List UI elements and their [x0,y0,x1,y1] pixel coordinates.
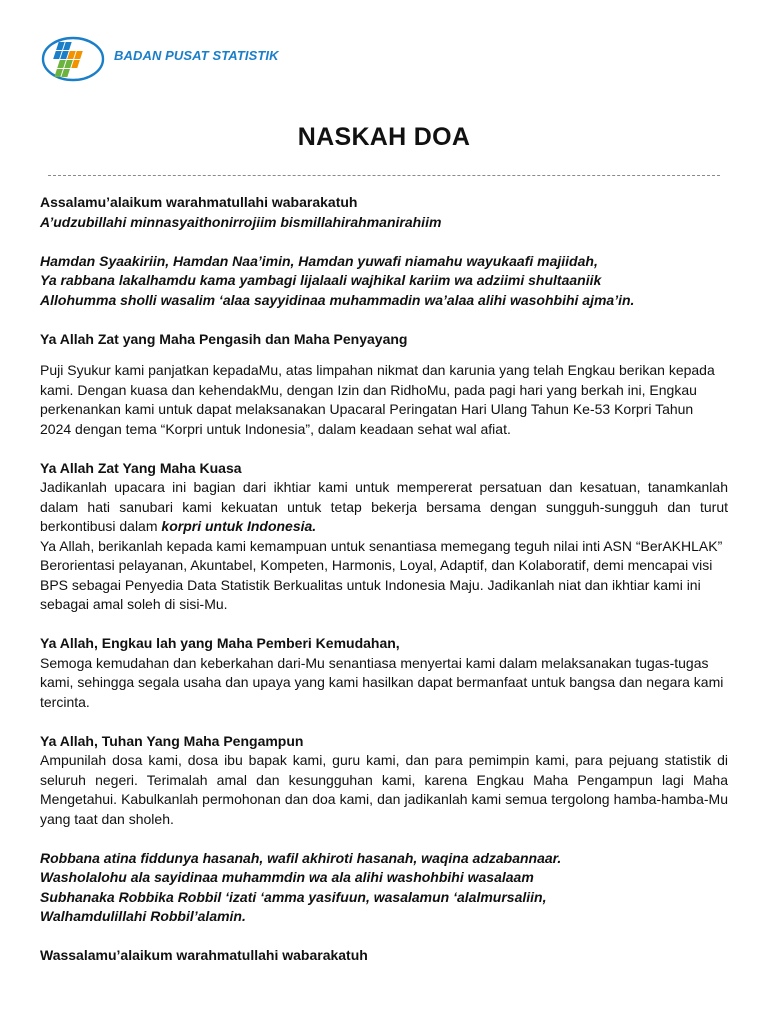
hamdalah-line: Hamdan Syaakiriin, Hamdan Naa’imin, Hamdan yuwafi niamahu wayukaafi majiidah, [40,252,598,269]
closing-prayer-line: Washolalohu ala sayidinaa muhammdin wa ala alihi washohbihi wasalaam [40,869,534,885]
section-text: Semoga kemudahan dan keberkahan dari-Mu senantiasa menyertai kami dalam melaksanakan tugas-tugas kami, sehingga segala usaha dan upaya yang kami hasilkan dapat bermanfaat untuk bangsa dan negara kami tercinta. [40,654,724,710]
divider [48,175,720,176]
section-text-part: Jadikanlah upacara ini bagian dari ikhtiar kami untuk mempererat persatuan dan kesatuan, tanamkanlah dalam hati sanubari kami kekuatan untuk tetap bekerja bersama dengan sungguh-sungguh dan turut berkontibusi dalam [40,479,728,534]
section-heading: Ya Allah Zat yang Maha Pengasih dan Maha Penyayang [40,330,408,347]
page-title: NASKAH DOA [297,123,471,151]
hamdalah-line: Allohumma sholli wasalim ‘alaa sayyidinaa muhammadin wa’alaa alihi wasohbihi ajma’in. [40,291,635,308]
section-text [40,478,728,537]
document-body [40,193,728,966]
closing-prayer-line: Subhanaka Robbika Robbil ‘izati ‘amma yasifuun, wasalamun ‘alalmursaliin, [40,888,547,905]
section-text: Ya Allah, berikanlah kepada kami kemampuan untuk senantiasa memegang teguh nilai inti ASN “BerAKHLAK” Berorientasi pelayanan, Akuntabel, Kompeten, Harmonis, Loyal, Adaptif, dan Kolaboratif, demi mencapai visi BPS sebagai Penyedia Data Statistik Berkualitas untuk Indonesia Maju. Jadikanlah niat dan ikhtiar kami ini sebagai amal soleh di sisi-Mu. [40,537,723,612]
org-name: BADAN PUSAT STATISTIK [114,47,279,63]
hamdalah-line: Ya rabbana lakalhamdu kama yambagi lijalaali wajhikal kariim wa adziimi shultaaniik [40,272,602,288]
section-text: Ampunilah dosa kami, dosa ibu bapak kami, guru kami, dan para pemimpin kami, para pejuang statistik di seluruh negeri. Terimalah amal dan kesungguhan kami, karena Engkau Maha Pengampun lagi Maha Mengetahui. Kabulkanlah permohonan dan doa kami, dan jadikanlah kami semua tergolong hamba-hamba-Mu yang taat dan sholeh. [40,752,728,827]
section-text: Puji Syukur kami panjatkan kepadaMu, atas limpahan nikmat dan karunia yang telah Engkau berikan kepada kami. Dengan kuasa dan kehendakMu, dengan Izin dan RidhoMu, pada pagi hari yang berkah ini, Engkau perkenankan kami untuk dapat melaksanakan Upacaral Peringatan Hari Ulang Tahun Ke-53 Korpri Tahun 2024 dengan tema “Korpri untuk Indonesia”, dalam keadaan sehat wal afiat. [40,362,715,437]
bps-logo-icon [40,30,110,86]
closing-salam: Wassalamu’alaikum warahmatullahi wabarakatuh [40,947,368,963]
emphasis-text: korpri untuk Indonesia. [161,518,317,534]
section-heading: Ya Allah, Tuhan Yang Maha Pengampun [40,732,304,749]
closing-prayer-line: Walhamdulillahi Robbil’alamin. [40,908,246,924]
closing-prayer-line: Robbana atina fiddunya hasanah, wafil akhiroti hasanah, waqina adzabannaar. [40,849,562,866]
section-heading: Ya Allah Zat Yang Maha Kuasa [40,459,242,476]
taawudz: A’udzubillahi minnasyaithonirrojiim bismillahirahmanirahiim [40,213,442,230]
section-heading: Ya Allah, Engkau lah yang Maha Pemberi Kemudahan, [40,635,400,651]
header [40,30,279,86]
opening-salam: Assalamu’alaikum warahmatullahi wabarakatuh [40,194,358,210]
